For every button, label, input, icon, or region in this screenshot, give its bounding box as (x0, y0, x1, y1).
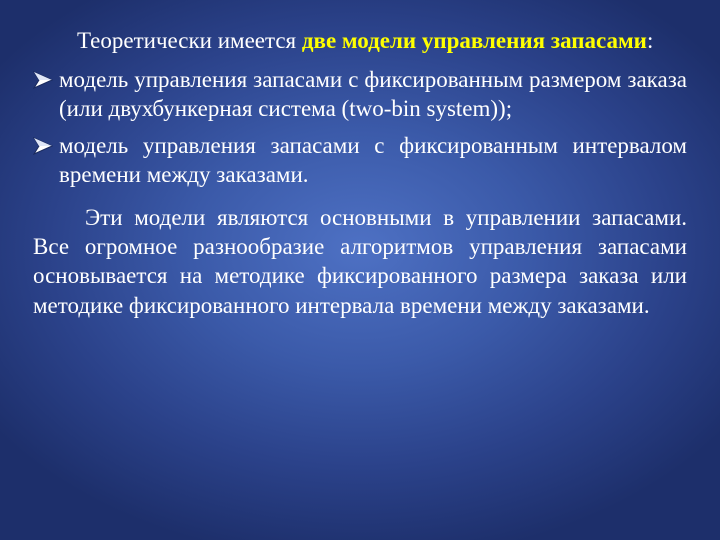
arrow-bullet-icon (33, 71, 53, 89)
bullet-text: модель управления запасами с фиксированным размером заказа (или двухбункерная система (two-bin system)); (59, 67, 687, 121)
intro-highlight: две модели управления запасами (301, 28, 647, 53)
intro-text: Теоретически имеется (77, 28, 302, 53)
intro-paragraph (33, 26, 687, 55)
bullet-item (33, 65, 687, 123)
slide-body (33, 26, 687, 320)
bullet-item (33, 131, 687, 189)
bullet-text: модель управления запасами с фиксированным интервалом времени между заказами. (59, 133, 687, 187)
intro-colon: : (646, 28, 654, 53)
closing-paragraph: Эти модели являются основными в управлении запасами. Все огромное разнообразие алгоритмов управления запасами основывается на методике фиксированного размера заказа или методике фиксированного интервала времени между заказами. (33, 205, 687, 318)
arrow-bullet-icon (33, 137, 53, 155)
